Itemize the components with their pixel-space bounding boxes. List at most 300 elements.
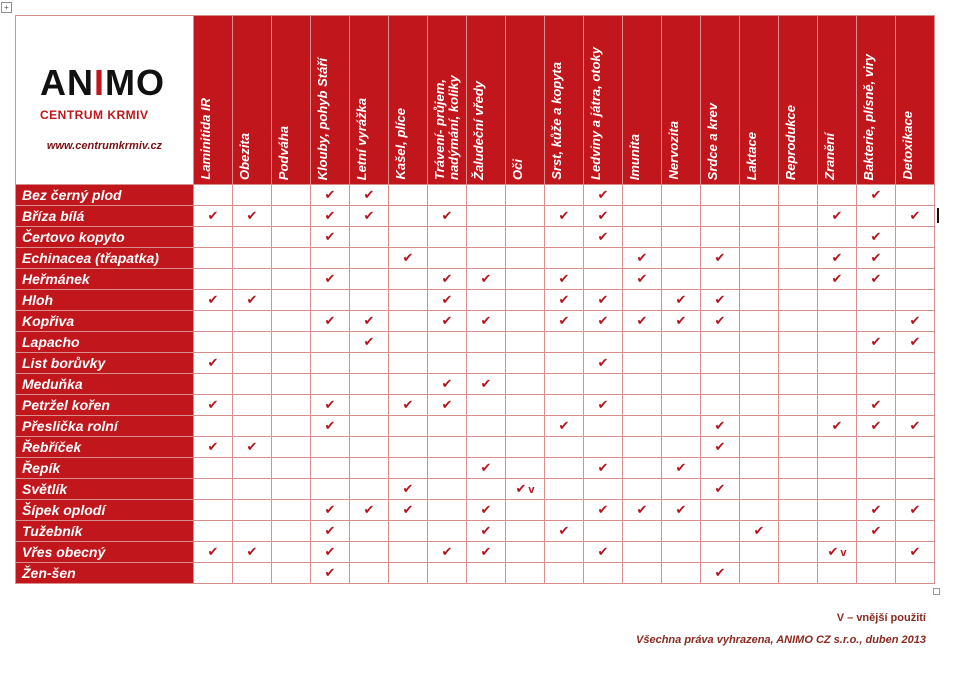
table-cell[interactable] <box>467 311 506 332</box>
table-cell[interactable] <box>740 395 779 416</box>
table-cell[interactable] <box>428 500 467 521</box>
table-cell[interactable] <box>857 521 896 542</box>
table-cell[interactable] <box>545 290 584 311</box>
table-move-handle[interactable]: + <box>1 2 12 13</box>
table-cell[interactable] <box>779 248 818 269</box>
table-cell[interactable] <box>584 542 623 563</box>
table-cell[interactable] <box>350 227 389 248</box>
table-cell[interactable] <box>818 563 857 584</box>
table-cell[interactable] <box>389 269 428 290</box>
table-cell[interactable] <box>389 227 428 248</box>
table-cell[interactable] <box>545 206 584 227</box>
table-cell[interactable] <box>194 458 233 479</box>
table-cell[interactable] <box>857 185 896 206</box>
table-cell[interactable] <box>740 248 779 269</box>
table-cell[interactable] <box>428 374 467 395</box>
table-cell[interactable] <box>389 353 428 374</box>
table-cell[interactable] <box>350 269 389 290</box>
table-cell[interactable] <box>896 521 935 542</box>
table-cell[interactable] <box>779 416 818 437</box>
table-cell[interactable] <box>584 395 623 416</box>
table-cell[interactable] <box>857 500 896 521</box>
table-cell[interactable] <box>389 563 428 584</box>
table-cell[interactable] <box>545 416 584 437</box>
table-cell[interactable] <box>818 500 857 521</box>
table-cell[interactable] <box>311 416 350 437</box>
table-cell[interactable] <box>623 248 662 269</box>
table-cell[interactable] <box>662 185 701 206</box>
table-cell[interactable] <box>857 311 896 332</box>
table-cell[interactable] <box>740 311 779 332</box>
table-cell[interactable] <box>584 521 623 542</box>
table-cell[interactable] <box>662 395 701 416</box>
table-cell[interactable] <box>818 374 857 395</box>
table-cell[interactable] <box>428 185 467 206</box>
table-cell[interactable] <box>818 458 857 479</box>
table-cell[interactable] <box>272 542 311 563</box>
table-cell[interactable] <box>233 332 272 353</box>
table-cell[interactable] <box>311 269 350 290</box>
table-cell[interactable] <box>194 353 233 374</box>
table-cell[interactable] <box>389 311 428 332</box>
table-cell[interactable] <box>233 311 272 332</box>
table-cell[interactable] <box>467 395 506 416</box>
table-cell[interactable] <box>896 500 935 521</box>
table-cell[interactable] <box>545 311 584 332</box>
table-cell[interactable] <box>194 311 233 332</box>
table-cell[interactable] <box>272 521 311 542</box>
table-cell[interactable] <box>623 500 662 521</box>
table-cell[interactable] <box>467 374 506 395</box>
table-cell[interactable] <box>506 332 545 353</box>
table-cell[interactable] <box>350 185 389 206</box>
table-cell[interactable] <box>233 290 272 311</box>
table-cell[interactable] <box>740 290 779 311</box>
table-cell[interactable] <box>701 290 740 311</box>
table-cell[interactable] <box>701 185 740 206</box>
table-cell[interactable] <box>623 437 662 458</box>
table-cell[interactable] <box>779 521 818 542</box>
table-cell[interactable] <box>194 500 233 521</box>
table-cell[interactable] <box>194 332 233 353</box>
table-cell[interactable] <box>857 248 896 269</box>
table-cell[interactable] <box>428 353 467 374</box>
table-cell[interactable] <box>857 227 896 248</box>
table-cell[interactable] <box>545 374 584 395</box>
table-cell[interactable] <box>428 416 467 437</box>
table-cell[interactable] <box>467 269 506 290</box>
table-cell[interactable] <box>857 563 896 584</box>
table-cell[interactable] <box>350 353 389 374</box>
table-cell[interactable] <box>233 395 272 416</box>
table-cell[interactable] <box>272 374 311 395</box>
table-cell[interactable] <box>389 248 428 269</box>
table-cell[interactable] <box>623 542 662 563</box>
table-cell[interactable] <box>428 332 467 353</box>
table-cell[interactable] <box>857 374 896 395</box>
table-cell[interactable] <box>896 437 935 458</box>
table-cell[interactable] <box>662 374 701 395</box>
table-cell[interactable] <box>350 374 389 395</box>
table-cell[interactable] <box>896 311 935 332</box>
table-cell[interactable] <box>662 479 701 500</box>
table-cell[interactable] <box>896 248 935 269</box>
table-cell[interactable] <box>584 500 623 521</box>
table-cell[interactable] <box>779 563 818 584</box>
table-cell[interactable] <box>272 563 311 584</box>
table-cell[interactable] <box>233 353 272 374</box>
table-cell[interactable] <box>428 458 467 479</box>
table-cell[interactable] <box>623 185 662 206</box>
table-cell[interactable] <box>272 437 311 458</box>
table-cell[interactable] <box>701 353 740 374</box>
table-cell[interactable] <box>467 185 506 206</box>
table-cell[interactable] <box>857 542 896 563</box>
table-cell[interactable] <box>311 311 350 332</box>
table-cell[interactable] <box>506 563 545 584</box>
table-cell[interactable] <box>896 185 935 206</box>
table-cell[interactable] <box>194 395 233 416</box>
table-cell[interactable] <box>350 311 389 332</box>
table-cell[interactable] <box>194 521 233 542</box>
table-cell[interactable] <box>428 269 467 290</box>
table-cell[interactable] <box>857 479 896 500</box>
table-cell[interactable] <box>233 563 272 584</box>
table-cell[interactable] <box>779 206 818 227</box>
table-cell[interactable] <box>701 563 740 584</box>
table-cell[interactable] <box>701 458 740 479</box>
table-cell[interactable] <box>506 437 545 458</box>
table-cell[interactable] <box>389 479 428 500</box>
table-cell[interactable] <box>896 479 935 500</box>
table-cell[interactable] <box>818 248 857 269</box>
table-cell[interactable] <box>779 311 818 332</box>
table-cell[interactable] <box>389 395 428 416</box>
table-cell[interactable] <box>662 500 701 521</box>
table-cell[interactable] <box>467 563 506 584</box>
table-cell[interactable] <box>350 563 389 584</box>
table-cell[interactable] <box>818 227 857 248</box>
table-cell[interactable] <box>506 416 545 437</box>
table-cell[interactable] <box>740 269 779 290</box>
table-cell[interactable] <box>623 416 662 437</box>
table-cell[interactable] <box>467 437 506 458</box>
table-cell[interactable] <box>818 332 857 353</box>
table-cell[interactable] <box>311 290 350 311</box>
table-cell[interactable] <box>506 458 545 479</box>
table-cell[interactable] <box>233 458 272 479</box>
table-cell[interactable] <box>818 206 857 227</box>
table-cell[interactable] <box>779 353 818 374</box>
table-cell[interactable] <box>545 458 584 479</box>
table-cell[interactable] <box>233 248 272 269</box>
table-cell[interactable] <box>389 416 428 437</box>
table-cell[interactable] <box>662 521 701 542</box>
table-cell[interactable] <box>545 185 584 206</box>
table-cell[interactable] <box>623 521 662 542</box>
website-link[interactable]: www.centrumkrmiv.cz <box>46 140 163 152</box>
table-cell[interactable] <box>311 458 350 479</box>
table-cell[interactable] <box>545 521 584 542</box>
table-cell[interactable] <box>545 227 584 248</box>
table-cell[interactable] <box>272 311 311 332</box>
table-cell[interactable] <box>740 332 779 353</box>
table-cell[interactable] <box>779 458 818 479</box>
table-cell[interactable] <box>311 521 350 542</box>
table-cell[interactable] <box>701 416 740 437</box>
table-cell[interactable] <box>506 500 545 521</box>
table-cell[interactable] <box>311 332 350 353</box>
table-cell[interactable] <box>740 563 779 584</box>
table-cell[interactable] <box>896 395 935 416</box>
table-cell[interactable] <box>818 269 857 290</box>
table-cell[interactable] <box>506 353 545 374</box>
table-cell[interactable] <box>233 521 272 542</box>
table-cell[interactable] <box>662 542 701 563</box>
table-cell[interactable] <box>194 563 233 584</box>
table-cell[interactable] <box>623 374 662 395</box>
table-cell[interactable] <box>311 542 350 563</box>
table-cell[interactable] <box>818 395 857 416</box>
table-cell[interactable] <box>740 416 779 437</box>
table-cell[interactable] <box>896 332 935 353</box>
table-cell[interactable] <box>467 500 506 521</box>
table-cell[interactable] <box>779 395 818 416</box>
table-cell[interactable] <box>389 290 428 311</box>
table-cell[interactable] <box>623 395 662 416</box>
table-cell[interactable] <box>272 395 311 416</box>
table-cell[interactable] <box>779 479 818 500</box>
table-cell[interactable] <box>701 374 740 395</box>
table-cell[interactable] <box>584 269 623 290</box>
table-cell[interactable] <box>701 521 740 542</box>
table-cell[interactable] <box>350 542 389 563</box>
table-cell[interactable] <box>857 290 896 311</box>
table-cell[interactable] <box>389 374 428 395</box>
table-cell[interactable] <box>545 395 584 416</box>
table-cell[interactable] <box>545 269 584 290</box>
table-cell[interactable] <box>623 332 662 353</box>
table-cell[interactable] <box>740 542 779 563</box>
table-cell[interactable] <box>779 227 818 248</box>
table-cell[interactable] <box>896 563 935 584</box>
table-cell[interactable] <box>584 416 623 437</box>
table-cell[interactable] <box>740 458 779 479</box>
table-cell[interactable] <box>428 395 467 416</box>
table-cell[interactable] <box>896 206 935 227</box>
table-cell[interactable] <box>311 395 350 416</box>
table-cell[interactable] <box>740 227 779 248</box>
table-cell[interactable] <box>467 227 506 248</box>
table-cell[interactable] <box>818 416 857 437</box>
table-cell[interactable] <box>233 269 272 290</box>
table-cell[interactable] <box>662 206 701 227</box>
table-cell[interactable] <box>272 458 311 479</box>
table-cell[interactable] <box>311 248 350 269</box>
table-cell[interactable] <box>662 416 701 437</box>
table-cell[interactable] <box>467 521 506 542</box>
table-cell[interactable] <box>896 290 935 311</box>
table-cell[interactable] <box>740 500 779 521</box>
table-cell[interactable] <box>194 185 233 206</box>
table-cell[interactable] <box>584 458 623 479</box>
table-cell[interactable] <box>428 479 467 500</box>
table-cell[interactable] <box>233 437 272 458</box>
table-cell[interactable] <box>896 458 935 479</box>
table-cell[interactable] <box>662 458 701 479</box>
table-cell[interactable] <box>389 185 428 206</box>
table-cell[interactable] <box>701 227 740 248</box>
table-cell[interactable] <box>389 458 428 479</box>
table-cell[interactable] <box>584 374 623 395</box>
table-cell[interactable] <box>350 290 389 311</box>
table-cell[interactable] <box>623 206 662 227</box>
table-cell[interactable] <box>818 437 857 458</box>
table-cell[interactable] <box>662 563 701 584</box>
table-cell[interactable] <box>272 416 311 437</box>
table-cell[interactable] <box>857 395 896 416</box>
table-cell[interactable] <box>467 248 506 269</box>
table-cell[interactable] <box>467 416 506 437</box>
table-cell[interactable] <box>272 479 311 500</box>
table-cell[interactable] <box>584 206 623 227</box>
table-cell[interactable] <box>506 479 545 500</box>
table-cell[interactable] <box>818 185 857 206</box>
table-cell[interactable] <box>506 227 545 248</box>
table-cell[interactable] <box>350 248 389 269</box>
table-cell[interactable] <box>545 500 584 521</box>
table-cell[interactable] <box>506 374 545 395</box>
table-cell[interactable] <box>779 290 818 311</box>
table-cell[interactable] <box>428 227 467 248</box>
table-resize-handle[interactable] <box>933 588 940 595</box>
table-cell[interactable] <box>740 521 779 542</box>
table-cell[interactable] <box>896 374 935 395</box>
table-cell[interactable] <box>896 542 935 563</box>
table-cell[interactable] <box>389 332 428 353</box>
table-cell[interactable] <box>233 374 272 395</box>
table-cell[interactable] <box>428 542 467 563</box>
table-cell[interactable] <box>194 248 233 269</box>
table-cell[interactable] <box>545 437 584 458</box>
table-cell[interactable] <box>662 269 701 290</box>
table-cell[interactable] <box>194 290 233 311</box>
table-cell[interactable] <box>623 353 662 374</box>
table-cell[interactable] <box>428 290 467 311</box>
table-cell[interactable] <box>662 353 701 374</box>
table-cell[interactable] <box>857 437 896 458</box>
table-cell[interactable] <box>623 269 662 290</box>
table-cell[interactable] <box>818 353 857 374</box>
table-cell[interactable] <box>467 458 506 479</box>
table-cell[interactable] <box>701 206 740 227</box>
table-cell[interactable] <box>662 311 701 332</box>
table-cell[interactable] <box>545 542 584 563</box>
table-cell[interactable] <box>389 521 428 542</box>
table-cell[interactable] <box>311 500 350 521</box>
table-cell[interactable] <box>506 311 545 332</box>
table-cell[interactable] <box>311 563 350 584</box>
table-cell[interactable] <box>428 206 467 227</box>
table-cell[interactable] <box>272 185 311 206</box>
table-cell[interactable] <box>467 353 506 374</box>
table-cell[interactable] <box>389 206 428 227</box>
table-cell[interactable] <box>584 332 623 353</box>
table-cell[interactable] <box>779 500 818 521</box>
table-cell[interactable] <box>662 227 701 248</box>
table-cell[interactable] <box>779 332 818 353</box>
table-cell[interactable] <box>194 479 233 500</box>
table-cell[interactable] <box>428 437 467 458</box>
table-cell[interactable] <box>467 206 506 227</box>
table-cell[interactable] <box>740 374 779 395</box>
table-cell[interactable] <box>701 311 740 332</box>
table-cell[interactable] <box>350 500 389 521</box>
table-cell[interactable] <box>350 416 389 437</box>
table-cell[interactable] <box>428 563 467 584</box>
table-cell[interactable] <box>818 542 857 563</box>
table-cell[interactable] <box>506 248 545 269</box>
table-cell[interactable] <box>389 437 428 458</box>
table-cell[interactable] <box>896 269 935 290</box>
table-cell[interactable] <box>428 311 467 332</box>
table-cell[interactable] <box>584 437 623 458</box>
table-cell[interactable] <box>506 542 545 563</box>
table-cell[interactable] <box>701 542 740 563</box>
table-cell[interactable] <box>506 290 545 311</box>
table-cell[interactable] <box>584 185 623 206</box>
table-cell[interactable] <box>701 437 740 458</box>
table-cell[interactable] <box>623 311 662 332</box>
table-cell[interactable] <box>428 248 467 269</box>
table-cell[interactable] <box>740 437 779 458</box>
table-cell[interactable] <box>779 374 818 395</box>
table-cell[interactable] <box>233 206 272 227</box>
table-cell[interactable] <box>662 437 701 458</box>
table-cell[interactable] <box>350 395 389 416</box>
table-cell[interactable] <box>311 185 350 206</box>
table-cell[interactable] <box>857 458 896 479</box>
table-cell[interactable] <box>233 479 272 500</box>
table-cell[interactable] <box>350 521 389 542</box>
table-cell[interactable] <box>818 290 857 311</box>
table-cell[interactable] <box>584 227 623 248</box>
table-cell[interactable] <box>506 521 545 542</box>
table-cell[interactable] <box>701 332 740 353</box>
table-cell[interactable] <box>740 479 779 500</box>
table-cell[interactable] <box>545 479 584 500</box>
table-cell[interactable] <box>194 437 233 458</box>
table-cell[interactable] <box>311 479 350 500</box>
table-cell[interactable] <box>623 227 662 248</box>
table-cell[interactable] <box>857 269 896 290</box>
table-cell[interactable] <box>506 185 545 206</box>
table-cell[interactable] <box>662 290 701 311</box>
table-cell[interactable] <box>818 479 857 500</box>
table-cell[interactable] <box>740 185 779 206</box>
table-cell[interactable] <box>194 227 233 248</box>
table-cell[interactable] <box>311 353 350 374</box>
table-cell[interactable] <box>701 479 740 500</box>
table-cell[interactable] <box>272 332 311 353</box>
table-cell[interactable] <box>584 479 623 500</box>
table-cell[interactable] <box>389 500 428 521</box>
table-cell[interactable] <box>311 374 350 395</box>
table-cell[interactable] <box>467 479 506 500</box>
table-cell[interactable] <box>701 500 740 521</box>
table-cell[interactable] <box>311 206 350 227</box>
table-cell[interactable] <box>896 416 935 437</box>
